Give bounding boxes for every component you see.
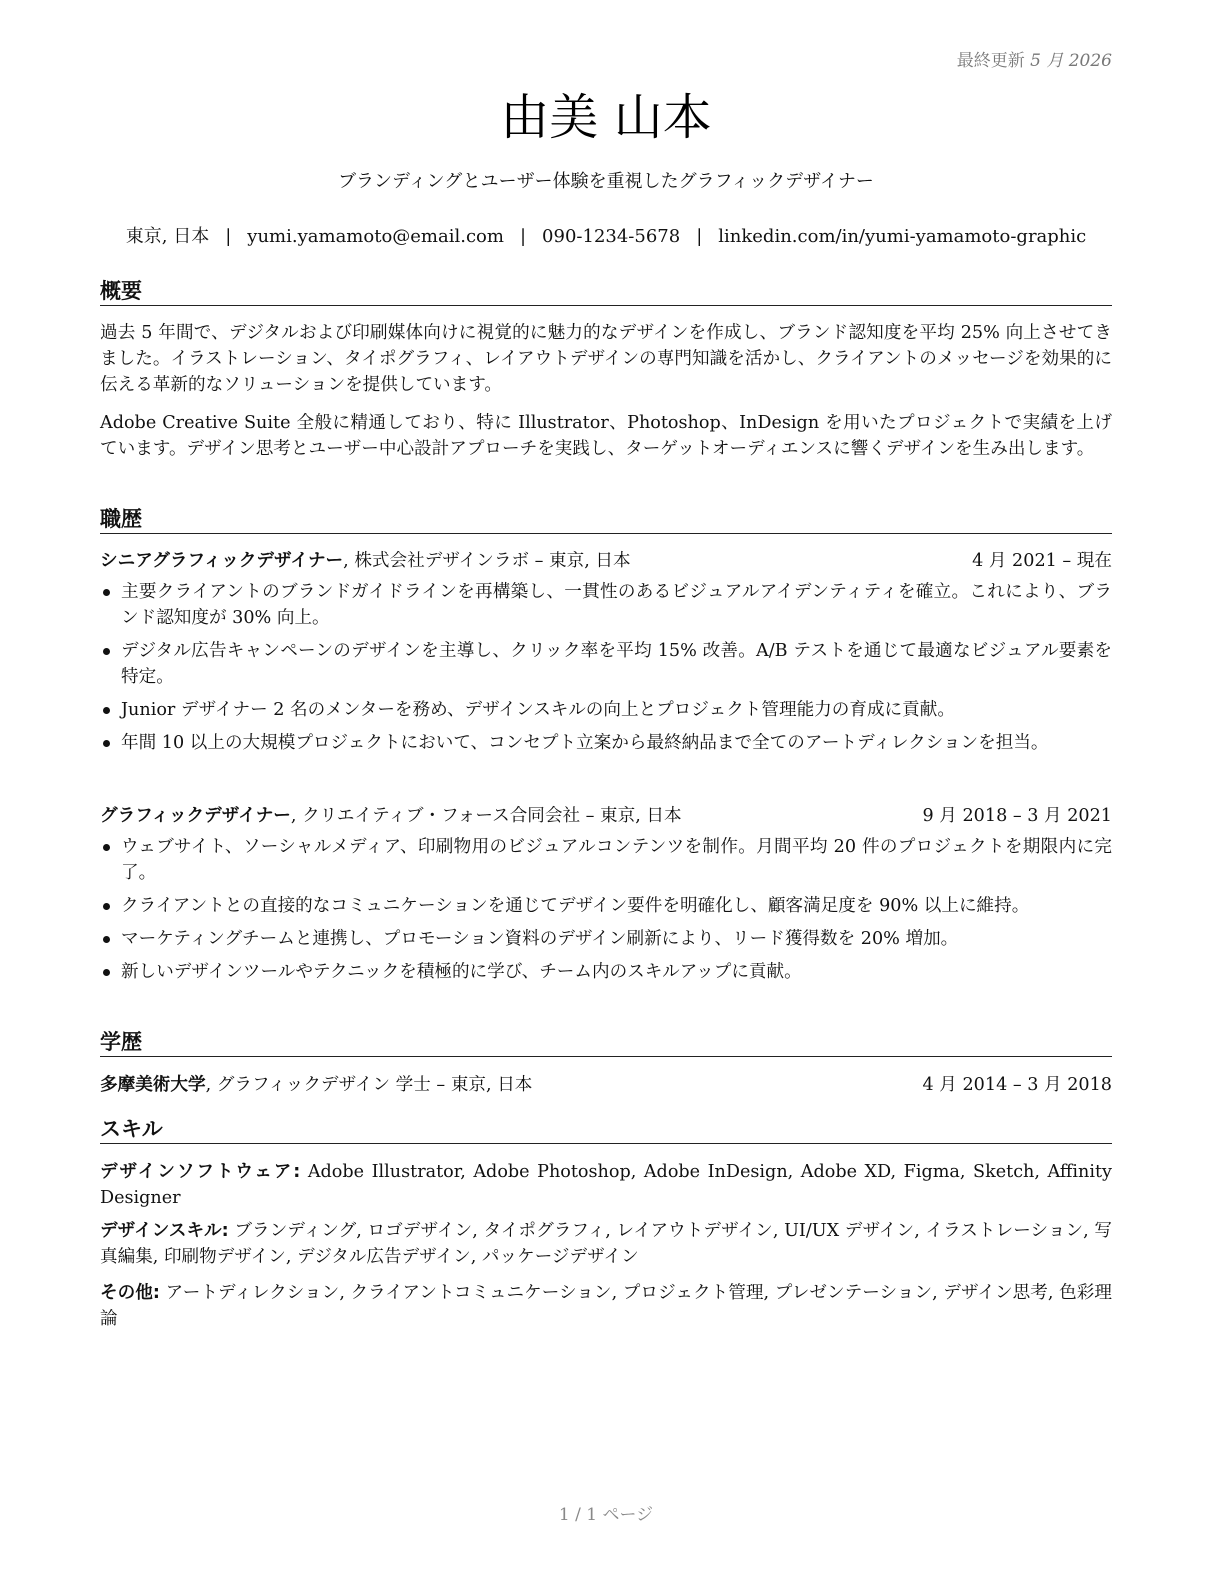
skill-group-other bbox=[100, 1280, 1112, 1332]
skill-group-software bbox=[100, 1159, 1112, 1211]
contact-separator: | bbox=[225, 226, 232, 247]
last-updated bbox=[957, 46, 1112, 71]
contact-separator: | bbox=[519, 226, 527, 247]
job-1-bullets bbox=[100, 579, 1112, 763]
degree-detail: , グラフィックデザイン 学士 – 東京, 日本 bbox=[205, 1075, 533, 1095]
candidate-name: 由美 山本 bbox=[500, 89, 712, 146]
list-item: 新しいデザインツールやテクニックを積極的に学び、チーム内のスキルアップに貢献。 bbox=[100, 959, 1112, 985]
list-item: マーケティングチームと連携し、プロモーション資料のデザイン刷新により、リード獲得数を 20% 増加。 bbox=[100, 926, 1112, 952]
list-item: ウェブサイト、ソーシャルメディア、印刷物用のビジュアルコンテンツを制作。月間平均 20 件のプロジェクトを期限内に完了。 bbox=[100, 834, 1112, 886]
skill-group-design bbox=[100, 1218, 1112, 1270]
skill-label: その他: bbox=[100, 1283, 160, 1303]
list-item: Junior デザイナー 2 名のメンターを務め、デザインスキルの向上とプロジェクト管理能力の育成に貢献。 bbox=[100, 697, 1112, 723]
contact-phone[interactable]: 090-1234-5678 bbox=[542, 226, 681, 247]
summary-heading: 概要 bbox=[100, 277, 1112, 306]
job-2-bullets bbox=[100, 834, 1112, 992]
skill-label: デザインソフトウェア: bbox=[100, 1162, 301, 1182]
contact-line bbox=[100, 225, 1112, 249]
contact-location: 東京, 日本 bbox=[125, 226, 210, 247]
skill-label: デザインスキル: bbox=[100, 1221, 229, 1241]
experience-heading: 職歴 bbox=[100, 505, 1112, 534]
job-organization: , クリエイティブ・フォース合同会社 – 東京, 日本 bbox=[290, 806, 682, 826]
list-item: デジタル広告キャンペーンのデザインを主導し、クリック率を平均 15% 改善。A/B テストを通じて最適なビジュアル要素を特定。 bbox=[100, 638, 1112, 690]
education-row bbox=[100, 1072, 1112, 1098]
school-name: 多摩美術大学 bbox=[100, 1075, 206, 1095]
job-title: シニアグラフィックデザイナー bbox=[100, 551, 344, 571]
job-header-1 bbox=[100, 548, 1112, 574]
skill-text: アートディレクション, クライアントコミュニケーション, プロジェクト管理, プレゼンテーション, デザイン思考, 色彩理論 bbox=[100, 1283, 1112, 1329]
resume-page bbox=[100, 0, 1112, 1584]
summary-paragraph-1: 過去 5 年間で、デジタルおよび印刷媒体向けに視覚的に魅力的なデザインを作成し、ブランド認知度を平均 25% 向上させてきました。イラストレーション、タイポグラフィ、レイアウトデザインの専門知識を活かし、クライアントのメッセージを効果的に伝える革新的なソリューションを提供しています。 bbox=[100, 323, 1112, 395]
page-number: 1 / 1 ページ bbox=[558, 1505, 654, 1525]
tagline: ブランディングとユーザー体験を重視したグラフィックデザイナー bbox=[338, 171, 874, 192]
contact-linkedin[interactable]: linkedin.com/in/yumi-yamamoto-graphic bbox=[718, 226, 1087, 247]
education-heading: 学歴 bbox=[100, 1028, 1112, 1057]
contact-email[interactable]: yumi.yamamoto@email.com bbox=[247, 226, 504, 247]
job-header-2 bbox=[100, 803, 1112, 829]
list-item: 主要クライアントのブランドガイドラインを再構築し、一貫性のあるビジュアルアイデンティティを確立。これにより、ブランド認知度が 30% 向上。 bbox=[100, 579, 1112, 631]
job-title: グラフィックデザイナー bbox=[100, 806, 291, 826]
summary-paragraph-2: Adobe Creative Suite 全般に精通しており、特に Illustrator、Photoshop、InDesign を用いたプロジェクトで実績を上げています。デザイン思考とユーザー中心設計アプローチを実践し、ターゲットオーディエンスに響くデザインを生み出します。 bbox=[100, 413, 1112, 459]
skills-heading: スキル bbox=[100, 1115, 1112, 1144]
job-dates: 4 月 2021 – 現在 bbox=[972, 551, 1112, 571]
job-dates: 9 月 2018 – 3 月 2021 bbox=[922, 806, 1112, 826]
skill-text: ブランディング, ロゴデザイン, タイポグラフィ, レイアウトデザイン, UI/UX デザイン, イラストレーション, 写真編集, 印刷物デザイン, デジタル広告デザイン, パッケージデザイン bbox=[100, 1221, 1112, 1267]
list-item: 年間 10 以上の大規模プロジェクトにおいて、コンセプト立案から最終納品まで全てのアートディレクションを担当。 bbox=[100, 730, 1112, 756]
education-dates: 4 月 2014 – 3 月 2018 bbox=[922, 1075, 1112, 1095]
contact-separator: | bbox=[696, 226, 703, 247]
list-item: クライアントとの直接的なコミュニケーションを通じてデザイン要件を明確化し、顧客満足度を 90% 以上に維持。 bbox=[100, 893, 1112, 919]
skill-text: Adobe Illustrator, Adobe Photoshop, Adobe InDesign, Adobe XD, Figma, Sketch, Affinity Designer bbox=[100, 1162, 1112, 1208]
last-updated-prefix: 最終更新 bbox=[956, 51, 1025, 71]
last-updated-date: 5 月 2026 bbox=[1030, 51, 1112, 71]
job-organization: , 株式会社デザインラボ – 東京, 日本 bbox=[343, 551, 631, 571]
